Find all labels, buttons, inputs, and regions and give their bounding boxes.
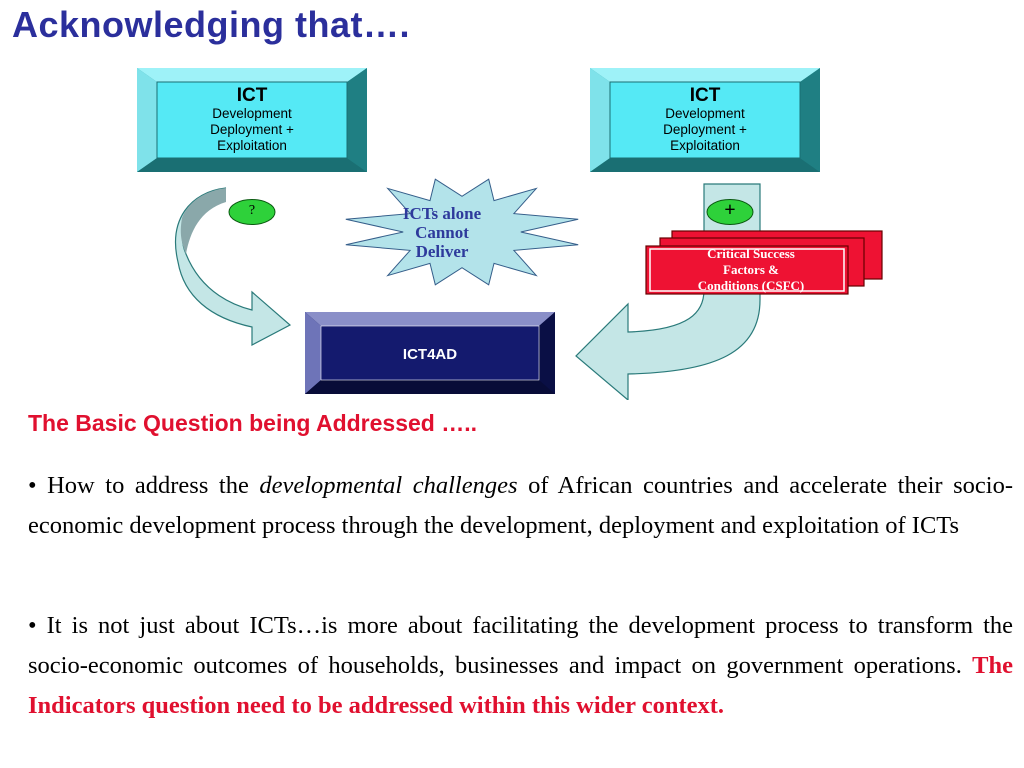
section-heading: The Basic Question being Addressed ….. [28, 410, 478, 436]
ict-box-left-title: ICT [236, 85, 268, 106]
bullet2-text: • It is not just about ICTs…is more about facilitating the development process to transform the socio-economic outcomes of households, businesses and impact on government operations. [28, 612, 1013, 679]
bullet2-emphasis: The Indicators question need to be addressed within this wider context. [28, 652, 1013, 719]
bullet1-italic: developmental challenges [259, 472, 518, 499]
slide-title: Acknowledging that…. [12, 4, 411, 45]
starburst-line1: ICTs alone [402, 204, 482, 223]
plus-badge-label: + [724, 199, 736, 221]
csfc-line3: Conditions (CSFC) [697, 278, 805, 293]
starburst-text [380, 204, 504, 261]
csfc-text [656, 246, 846, 294]
left-arrow-shadow [181, 188, 226, 254]
starburst-line2: Cannot [415, 223, 469, 242]
bullet1-suffix: of African countries and accelerate their socio-economic development process through the development, deployment and exploitation of ICTs [28, 472, 1013, 539]
csfc-line2: Factors & [723, 262, 779, 277]
question-badge-label: ? [248, 203, 256, 218]
bullet1-prefix: • How to address the [28, 472, 260, 499]
ict-box-right-line3: Deployment + [663, 122, 747, 137]
ict-box-right-line4: Exploitation [670, 138, 740, 153]
bullet-developmental-challenges [28, 466, 1013, 546]
ict-box-right-title: ICT [689, 85, 721, 106]
ict-box-left-line3: Deployment + [210, 122, 294, 137]
csfc-line1: Critical Success [707, 246, 795, 261]
ict4ad-label: ICT4AD [402, 346, 458, 363]
ict-box-left-line4: Exploitation [217, 138, 287, 153]
ict-box-left-line2: Development [212, 106, 292, 121]
ict-box-right-line2: Development [665, 106, 745, 121]
starburst-line3: Deliver [415, 242, 469, 261]
bullet-wider-context [28, 606, 1013, 726]
ict-box-left-text [157, 86, 347, 154]
ict-box-right-text [610, 86, 800, 154]
